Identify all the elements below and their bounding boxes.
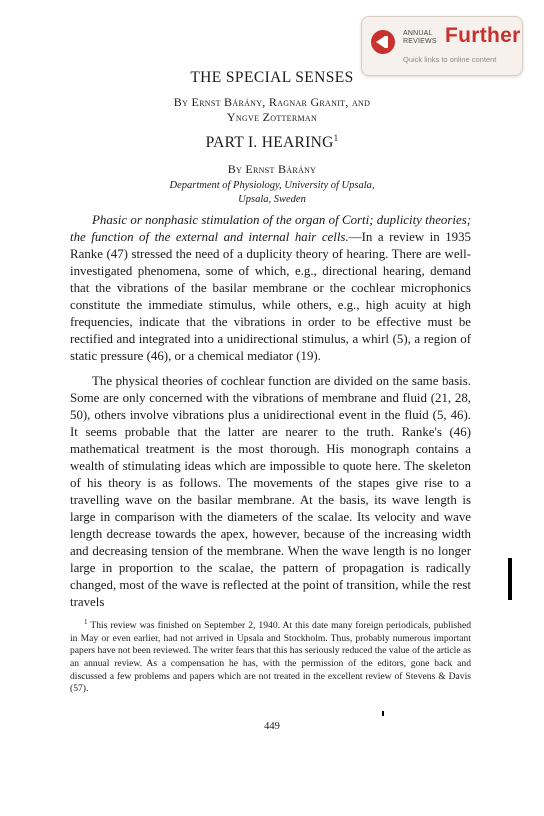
paragraph-2 bbox=[70, 373, 471, 611]
section-authors-line2: Yngve Zotterman bbox=[226, 110, 318, 124]
section-heading: THE SPECIAL SENSES bbox=[190, 69, 354, 86]
scan-speck bbox=[382, 711, 384, 716]
affiliation-line1: Department of Physiology, University of Upsala, bbox=[169, 180, 375, 191]
affiliation-line2: Upsala, Sweden bbox=[238, 194, 306, 205]
badge-title: Further bbox=[445, 24, 521, 47]
badge-publisher: ANNUAL REVIEWS bbox=[403, 30, 437, 45]
part-title bbox=[0, 133, 544, 152]
footnote-text: This review was finished on September 2, 1940. At this date many foreign periodicals, published in May or even earlier, had not arrived in Upsala and Stockholm. Thus, probably numerous important papers have not been reviewed. The writer fears that this has seriously reduced the value of the article as an annual review. As a compensation he has, with the permission of the editors, gone back and discussed a few problems and papers which are not treated in the excellent review of Stevens & Davis (57). bbox=[70, 620, 471, 695]
margin-mark bbox=[508, 558, 512, 600]
part-author: By Ernst Bárány bbox=[227, 162, 317, 176]
paragraph-1-text: —In a review in 1935 Ranke (47) stressed the need of a duplicity theory of hearing. There are well-investigated phenomena, some of which, e.g., directional hearing, demand that the vibrations of the basilar membrane or the cochlear microphonics constitute the immediate stimulus, while others, e.g., high acuity at high frequencies, indicate that the vibrations in order to be effective must be rectified and integrated into a unidirectional stimulus, a whirl (5), a region of static pressure (46), or a chemical mediator (19). bbox=[70, 230, 471, 363]
part-title-text: PART I. HEARING bbox=[205, 134, 334, 152]
paragraph-1-lead: Phasic or nonphasic stimulation of the organ of Corti; duplicity theories; the function of the external and internal hair cells. bbox=[70, 213, 471, 244]
further-links-badge[interactable] bbox=[361, 16, 523, 76]
badge-subtitle: Quick links to online content bbox=[403, 55, 497, 64]
annual-reviews-logo-icon bbox=[371, 30, 395, 54]
part-title-footnote-marker[interactable]: 1 bbox=[333, 133, 339, 143]
footnote-marker: 1 bbox=[84, 618, 88, 626]
paragraph-1 bbox=[70, 212, 471, 365]
paragraph-2-text: The physical theories of cochlear function are divided on the same basis. Some are only concerned with the vibrations of membrane and fluid (21, 28, 50), others involve vibrations plus a unidirectional event in the fluid (5, 46). It seems probable that the latter are nearer to the truth. Ranke's (46) mathematical treatment is the most thorough. His monograph contains a wealth of stimulating ideas which are impossible to quote here. The skeleton of his theory is as follows. The movements of the stapes give rise to a travelling wave on the basilar membrane. At the basis, its wave length is large in comparison with the diameters of the scalae. Its velocity and wave length decrease towards the apex, however, because of the increasing width and decreasing tension of the membrane. When the wave length is no longer large in proportion to the scalae, the pattern of propagation is radically changed, most of the wave is reflected at the point of transition, while the rest travels bbox=[70, 374, 471, 609]
footnote bbox=[70, 616, 471, 696]
page-number: 449 bbox=[264, 721, 280, 732]
section-authors-line1: By Ernst Bárány, Ragnar Granit, and bbox=[173, 95, 371, 109]
